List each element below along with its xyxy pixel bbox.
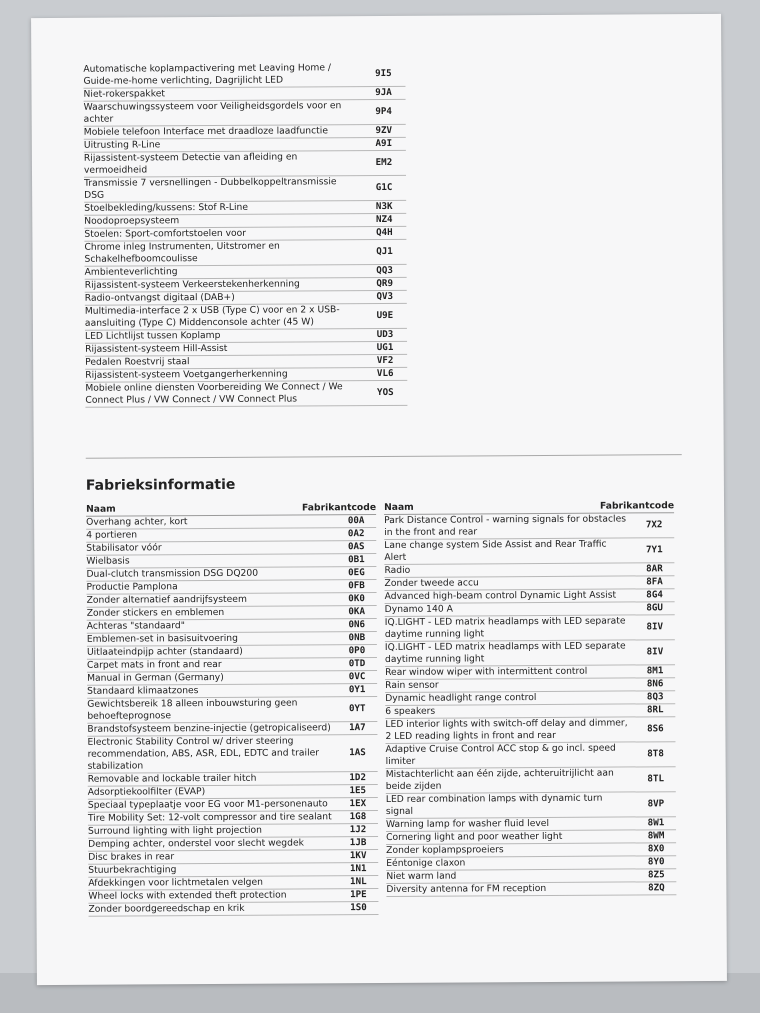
option-code: 1JB [349,837,367,849]
option-name: Stoelbekleding/kussens: Stof R-Line [84,201,249,214]
option-code: G1C [375,181,393,194]
option-code: 0A2 [347,528,365,540]
option-code: 1G8 [349,811,367,823]
table-row [85,381,407,408]
option-code: 0KA [348,606,366,618]
option-name: Niet warm land [386,870,457,882]
option-code: 0NB [348,632,366,644]
option-code: 0N6 [348,619,366,631]
option-name: Manual in German (Germany) [87,671,224,684]
option-name: Surround lighting with light projection [87,824,262,837]
option-name: Rijassistent-systeem Verkeerstekenherkenning [84,278,300,291]
option-code: 8X0 [647,843,665,855]
option-name: Zonder alternatief aandrijfsysteem [86,593,247,606]
option-name: Noodoproepsysteem [84,215,180,227]
option-name: Stuurbekrachtiging [88,864,177,876]
option-code: 8G4 [646,589,663,601]
option-code: 1A7 [349,722,366,734]
option-name: Carpet mats in front and rear [86,658,222,671]
option-name: Transmissie 7 versnellingen - Dubbelkoppeltransmissie DSG [84,176,337,201]
option-code: 8IV [646,646,664,658]
option-code: 0Y1 [348,684,366,696]
option-code: 8Z5 [647,869,665,881]
option-code: Q4H [376,226,393,239]
option-code: 8IV [646,621,664,633]
option-code: 0EG [348,567,365,579]
option-code: QV3 [376,290,394,303]
option-name: Zonder stickers en emblemen [86,606,225,619]
option-code: EM2 [375,156,393,169]
option-code: 8VP [647,798,665,810]
option-name: 4 portieren [86,529,138,541]
table-row [84,100,406,127]
option-code: UD3 [376,328,394,341]
option-code: 9JA [375,86,392,99]
option-code: QR9 [376,277,394,290]
option-name: Dynamo 140 A [384,603,453,615]
table-row [87,697,377,724]
option-name: Zonder boordgereedschap en krik [88,902,245,915]
table-row [87,735,377,774]
option-code: 1D2 [349,772,367,784]
option-name: Standaard klimaatzones [87,685,199,697]
option-code: 1KV [349,850,367,862]
table-row [386,882,676,897]
option-code: 9P4 [375,105,392,118]
option-code: A9I [375,137,393,150]
option-name: Rijassistent-systeem Detectie van afleiding en vermoeidheid [83,151,298,176]
option-name: Achteras "standaard" [86,620,186,632]
option-name: Overhang achter, kort [86,516,188,528]
table-row [84,240,406,267]
option-code: 8WM [647,830,665,842]
option-name: Uitlaateindpijp achter (standaard) [86,645,243,658]
option-code: YOS [377,386,394,399]
option-name: Adaptive Cruise Control ACC stop & go incl. speed limiter [385,742,616,767]
option-name: Radio-ontvangst digitaal (DAB+) [84,291,235,304]
option-code: 0VC [348,671,366,683]
option-code: 9ZV [375,124,393,137]
table-row [385,717,675,744]
table-row [384,513,674,540]
header-name: Naam [384,501,414,513]
option-name: Multimedia-interface 2 x USB (Type C) voor en 2 x USB-aansluiting (Type C) Middenconsole achter (45 W) [84,304,340,329]
option-name: Uitrusting R-Line [83,139,161,151]
option-name: Lane change system Side Assist and Rear Traffic Alert [384,538,607,563]
table-row [386,792,676,819]
option-code: 8T8 [647,748,664,760]
option-code: 1S0 [350,902,367,914]
option-name: Rijassistent-systeem Hill-Assist [85,342,228,355]
option-code: VL6 [376,367,394,380]
table-row [85,304,407,331]
option-name: Niet-rokerspakket [83,88,165,100]
option-code: 8RL [646,704,664,716]
option-name: Disc brakes in rear [88,851,175,863]
option-name: Tire Mobility Set: 12-volt compressor and tire sealant [87,811,332,824]
option-code: 0TD [348,658,366,670]
option-name: Dual-clutch transmission DSG DQ200 [86,567,259,580]
option-code: 8S6 [647,723,664,735]
table-row [384,538,674,565]
option-name: Mobiele telefoon Interface met draadloze laadfunctie [83,125,329,138]
option-name: Productie Pamplona [86,581,178,593]
option-code: 8Q3 [646,691,664,703]
option-name: IQ.LIGHT - LED matrix headlamps with LED separate daytime running light [384,640,626,665]
option-name: Stabilisator vóór [86,542,162,554]
option-code: 0K0 [348,593,365,605]
option-code: U9E [376,309,394,322]
option-code: 0B1 [348,554,365,566]
table-row [83,62,405,89]
option-code: 8W1 [647,817,665,829]
option-name: Mobiele online diensten Voorbereiding We Connect / We Connect Plus / VW Connect / VW Connect Plus [85,381,343,406]
table-row [386,767,676,794]
option-name: Stoelen: Sport-comfortstoelen voor [84,227,247,240]
option-code: 9I5 [375,67,392,80]
option-code: 8M1 [646,665,664,677]
option-name: Wheel locks with extended theft protection [88,889,287,902]
option-code: 8GU [646,602,663,614]
option-name: Pedalen Roestvrij staal [85,356,190,368]
option-name: Diversity antenna for FM reception [386,882,547,895]
option-name: LED rear combination lamps with dynamic turn signal [385,792,603,817]
header-code: Fabrikantcode [599,500,675,512]
options-list [83,62,407,408]
section-title: Fabrieksinformatie [85,476,236,494]
header-code: Fabrikantcode [302,502,377,514]
option-name: Brandstofsysteem benzine-injectie (getropicaliseerd) [87,722,331,735]
option-name: Park Distance Control - warning signals for obstacles in the front and rear [384,513,627,538]
option-name: LED Lichtlijst tussen Koplamp [84,329,221,342]
option-name: Warning lamp for washer fluid level [385,817,550,830]
document-page [31,14,727,985]
table-row [88,902,378,917]
table-row [385,615,675,642]
option-code: 8FA [646,576,663,588]
option-name: Wielbasis [86,555,130,567]
option-name: Speciaal typeplaatje voor EG voor M1-personenauto [87,798,328,811]
section-divider [86,454,682,459]
option-code: 1E5 [349,785,367,797]
option-name: Zonder koplampsproeiers [386,844,504,856]
option-code: 8AR [646,563,663,575]
option-code: NZ4 [375,213,393,226]
option-code: 0YT [348,703,366,715]
option-name: Ambienteverlichting [84,266,178,278]
option-code: UG1 [376,341,394,354]
option-name: Adsorptiekoolfilter (EVAP) [87,786,206,798]
option-name: Cornering light and poor weather light [386,830,563,843]
option-name: Mistachterlicht aan één zijde, achteruitrijlicht aan beide zijden [385,767,614,792]
header-name: Naam [86,503,116,515]
option-name: Removable and lockable trailer hitch [87,772,257,785]
option-code: 8N6 [646,678,664,690]
option-code: 0FB [348,580,365,592]
option-code: 1J2 [349,824,367,836]
option-code: 0AS [347,541,365,553]
option-name: Rain sensor [385,679,439,691]
option-code: N3K [375,200,393,213]
option-code: 8TL [647,773,665,785]
option-code: 8ZQ [648,882,665,894]
factory-table-right [384,500,676,897]
option-code: QJ1 [376,245,393,258]
option-name: Advanced high-beam control Dynamic Light Assist [384,589,617,602]
option-name: Emblemen-set in basisuitvoering [86,632,238,645]
option-name: Automatische koplampactivering met Leaving Home / Guide-me-home verlichting, Dagrijlicht LED [83,62,332,87]
option-name: Gewichtsbereik 18 alleen inbouwsturing geen behoefteprognose [87,697,298,722]
option-name: IQ.LIGHT - LED matrix headlamps with LED separate daytime running light [384,615,626,640]
option-code: 7X2 [645,519,663,531]
option-code: 1N1 [349,863,367,875]
option-code: 00A [347,515,365,527]
option-name: Dynamic headlight range control [385,692,537,704]
option-code: VF2 [376,354,394,367]
option-code: 1PE [350,889,367,901]
option-code: 7Y1 [645,544,663,556]
option-code: 1AS [349,747,366,759]
option-name: Afdekkingen voor lichtmetalen velgen [88,876,263,889]
option-code: 1EX [349,798,367,810]
option-name: Waarschuwingssysteem voor Veiligheidsgordels voor en achter [83,100,342,125]
table-row [84,151,406,178]
option-name: LED interior lights with switch-off delay and dimmer, 2 LED reading lights in front and rear [385,717,628,742]
option-code: QQ3 [376,264,393,277]
option-code: 0P0 [348,645,366,657]
table-row [84,176,406,203]
option-name: Rijassistent-systeem Voetgangerherkenning [85,368,288,381]
table-row [385,742,675,769]
option-code: 8Y0 [647,856,665,868]
option-name: Rear window wiper with intermittent control [385,665,588,678]
option-name: Zonder tweede accu [384,577,479,589]
factory-table-left [86,502,379,917]
option-name: Radio [384,564,411,576]
option-name: 6 speakers [385,705,436,717]
option-code: 1NL [349,876,367,888]
option-name: Eéntonige claxon [386,857,466,869]
option-name: Electronic Stability Control w/ driver steering recommendation, ABS, ASR, EDL, EDTC and trailer stabilization [87,735,320,772]
option-name: Demping achter, onderstel voor slecht wegdek [88,837,304,850]
option-name: Chrome inleg Instrumenten, Uitstromer en Schakelhefboomcoulisse [84,240,280,265]
table-row [385,640,675,667]
